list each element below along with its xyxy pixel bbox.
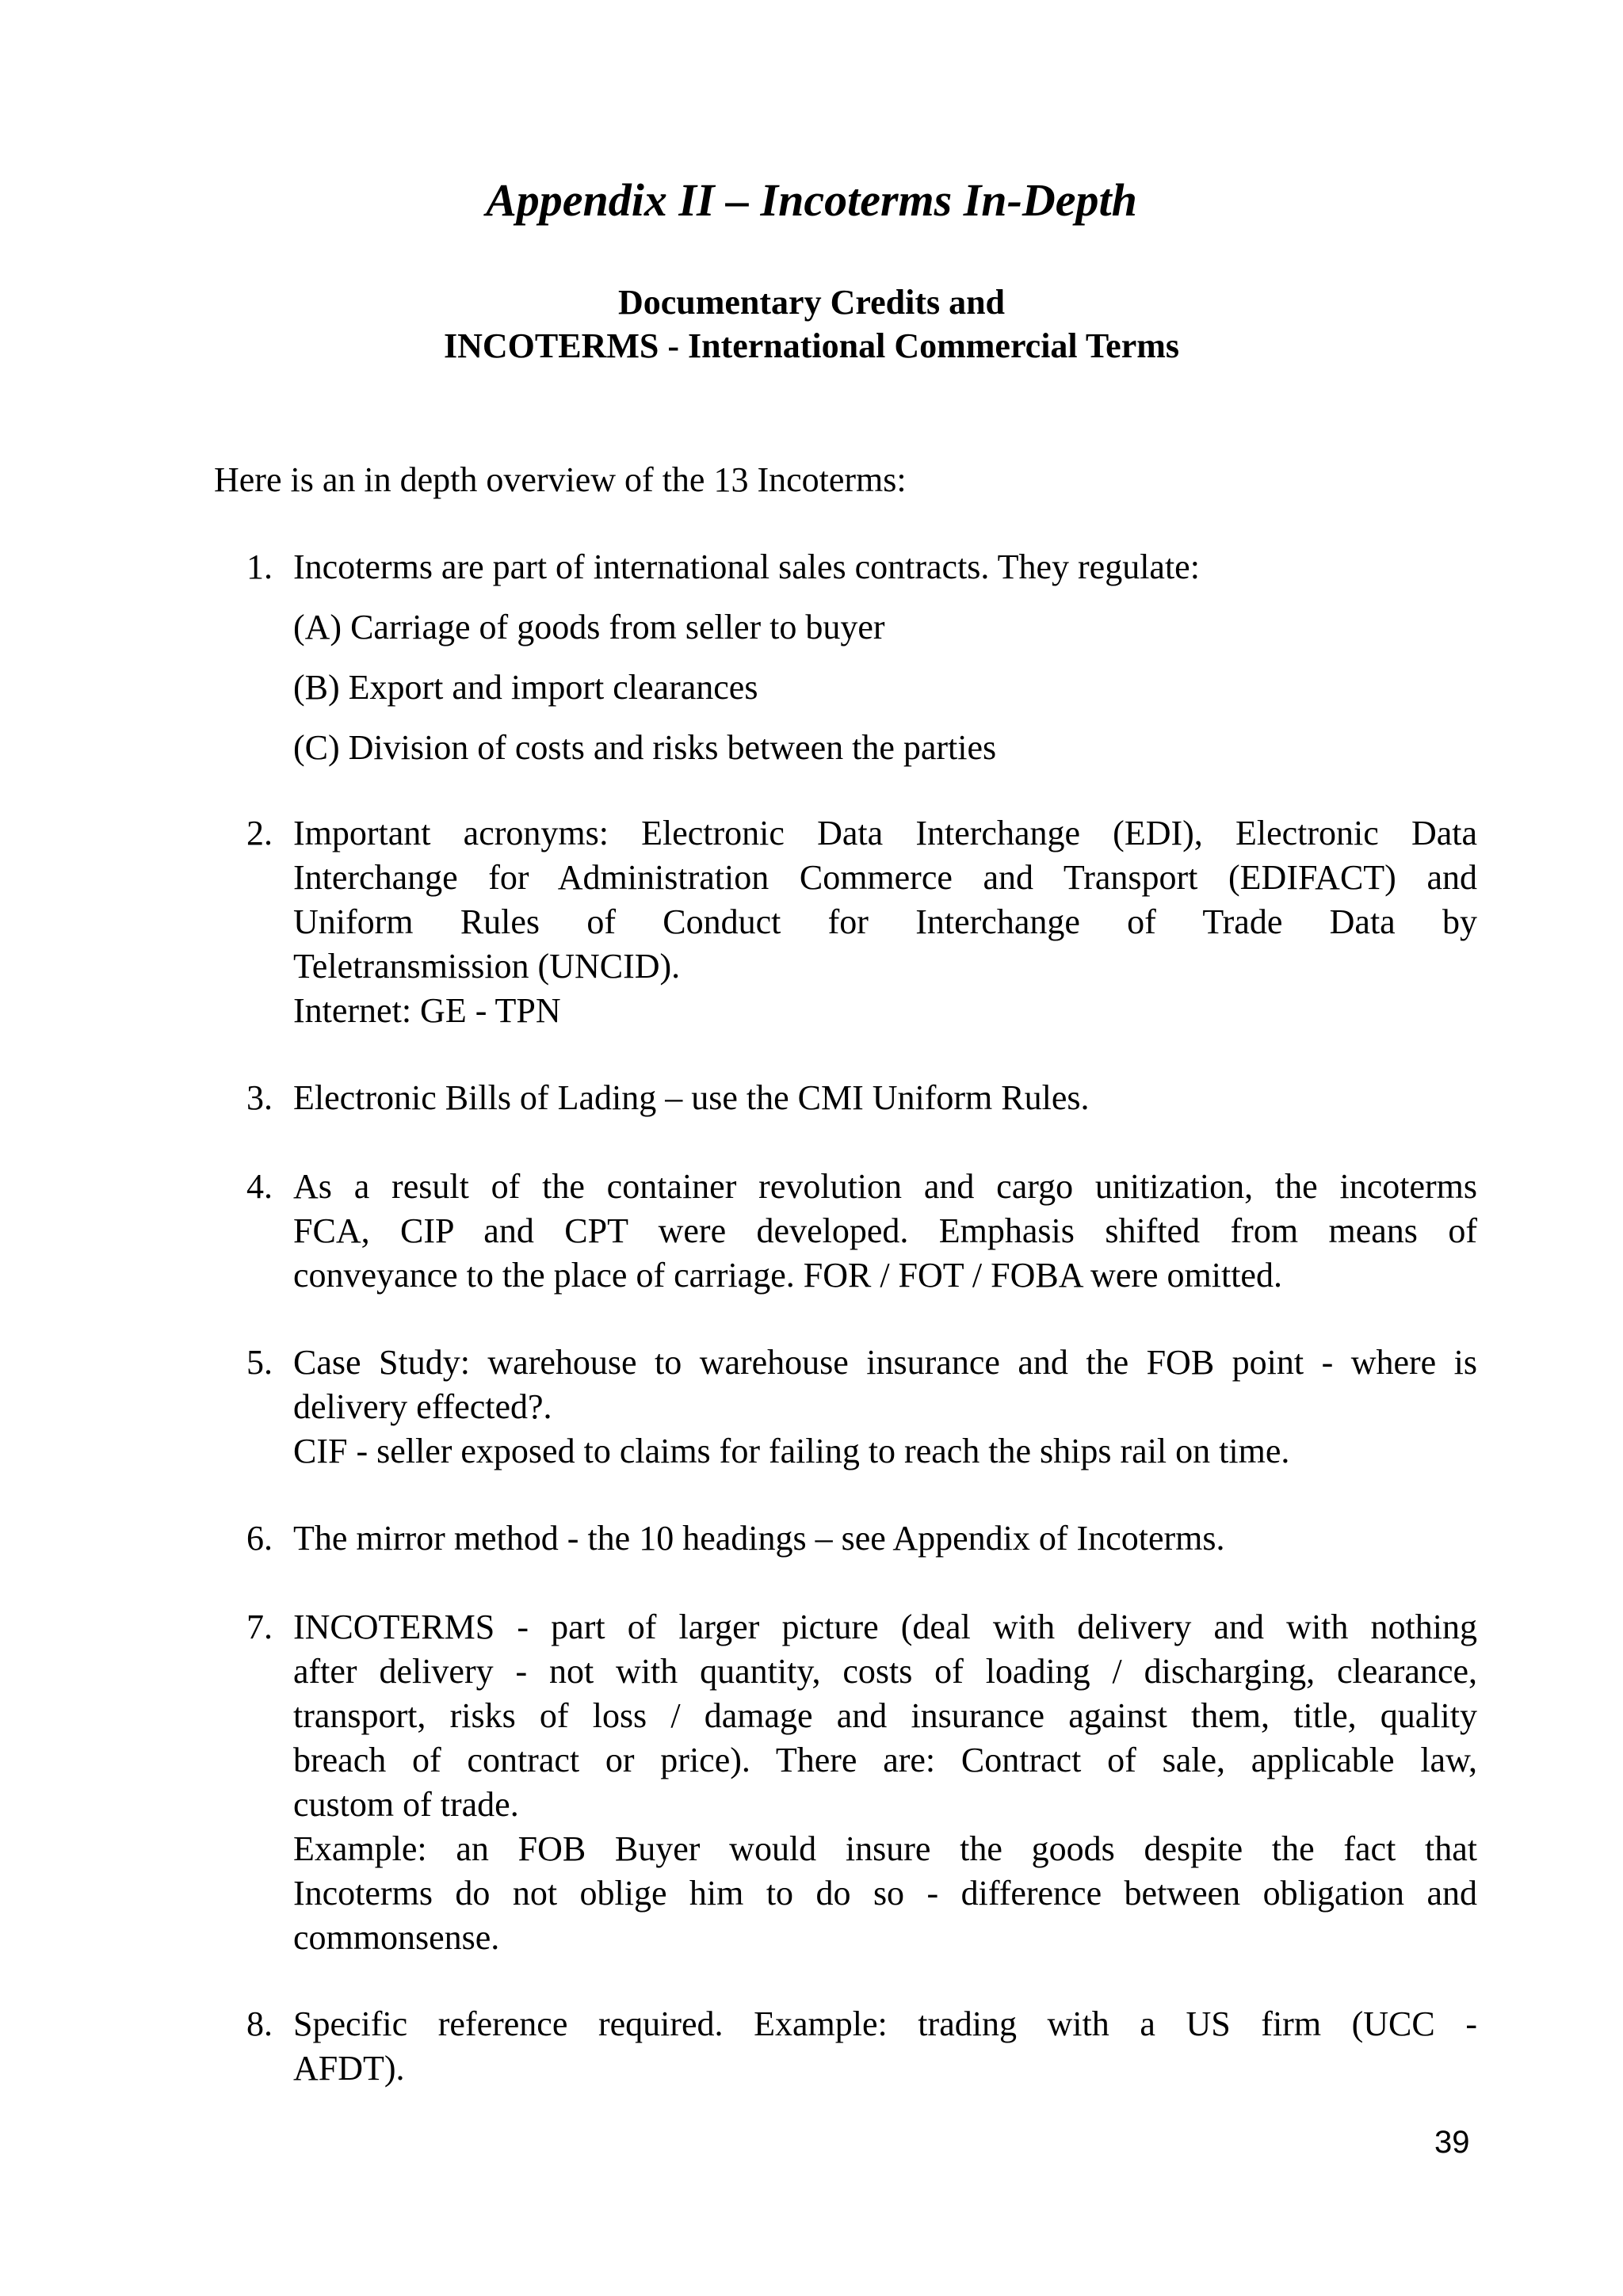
item-line: Interchange for Administration Commerce and Transport (EDIFACT) and <box>293 858 1477 897</box>
item-body <box>293 1341 1477 1474</box>
item-number: 8. <box>246 2004 273 2043</box>
page-title: Appendix II – Incoterms In-Depth <box>486 174 1137 226</box>
item-line: Electronic Bills of Lading – use the CMI Uniform Rules. <box>293 1078 1090 1117</box>
item-body <box>293 2002 1477 2091</box>
item-body <box>293 1605 1477 1960</box>
item-line: Important acronyms: Electronic Data Interchange (EDI), Electronic Data <box>293 814 1477 852</box>
item-line: Case Study: warehouse to warehouse insurance and the FOB point - where is <box>293 1343 1477 1382</box>
item-body <box>293 1076 1477 1120</box>
item-line: Example: an FOB Buyer would insure the goods despite the fact that <box>293 1829 1477 1868</box>
item-subline: (B) Export and import clearances <box>293 668 758 707</box>
item-line: INCOTERMS - part of larger picture (deal with delivery and with nothing <box>293 1608 1477 1646</box>
item-line: Specific reference required. Example: trading with a US firm (UCC - <box>293 2004 1477 2043</box>
item-number: 1. <box>246 547 273 586</box>
item-subline: (A) Carriage of goods from seller to buyer <box>293 608 885 646</box>
item-number: 5. <box>246 1343 273 1382</box>
item-body <box>293 545 1477 770</box>
item-line: Incoterms are part of international sales contracts. They regulate: <box>293 547 1200 586</box>
item-line: AFDT). <box>293 2049 405 2088</box>
item-line: Uniform Rules of Conduct for Interchange of Trade Data by <box>293 902 1477 941</box>
item-line: As a result of the container revolution and cargo unitization, the incoterms <box>293 1167 1477 1206</box>
item-line: custom of trade. <box>293 1785 519 1824</box>
item-line: commonsense. <box>293 1918 500 1957</box>
item-body <box>293 1165 1477 1298</box>
item-number: 3. <box>246 1078 273 1117</box>
item-number: 6. <box>246 1519 273 1558</box>
item-line: Incoterms do not oblige him to do so - difference between obligation and <box>293 1874 1477 1913</box>
subtitle-line-1: Documentary Credits and <box>617 283 1006 322</box>
subtitle-line-2: INCOTERMS - International Commercial Terms <box>443 326 1180 365</box>
item-line: Teletransmission (UNCID). <box>293 947 681 986</box>
item-line: The mirror method - the 10 headings – see Appendix of Incoterms. <box>293 1519 1225 1558</box>
item-subline: (C) Division of costs and risks between the parties <box>293 728 997 767</box>
item-body <box>293 1516 1477 1561</box>
page-number: 39 <box>1434 2125 1470 2160</box>
item-line: CIF - seller exposed to claims for failing to reach the ships rail on time. <box>293 1432 1290 1470</box>
item-line: FCA, CIP and CPT were developed. Emphasis shifted from means of <box>293 1211 1477 1250</box>
item-line: breach of contract or price). There are: Contract of sale, applicable law, <box>293 1741 1477 1779</box>
item-line: after delivery - not with quantity, costs of loading / discharging, clearance, <box>293 1652 1477 1691</box>
item-number: 2. <box>246 814 273 852</box>
item-body <box>293 811 1477 1033</box>
item-number: 4. <box>246 1167 273 1206</box>
item-line: conveyance to the place of carriage. FOR / FOT / FOBA were omitted. <box>293 1256 1282 1295</box>
item-number: 7. <box>246 1608 273 1646</box>
item-line: transport, risks of loss / damage and insurance against them, title, quality <box>293 1696 1477 1735</box>
intro-paragraph: Here is an in depth overview of the 13 Incoterms: <box>214 460 907 499</box>
item-line: delivery effected?. <box>293 1387 552 1426</box>
item-line: Internet: GE - TPN <box>293 991 561 1030</box>
